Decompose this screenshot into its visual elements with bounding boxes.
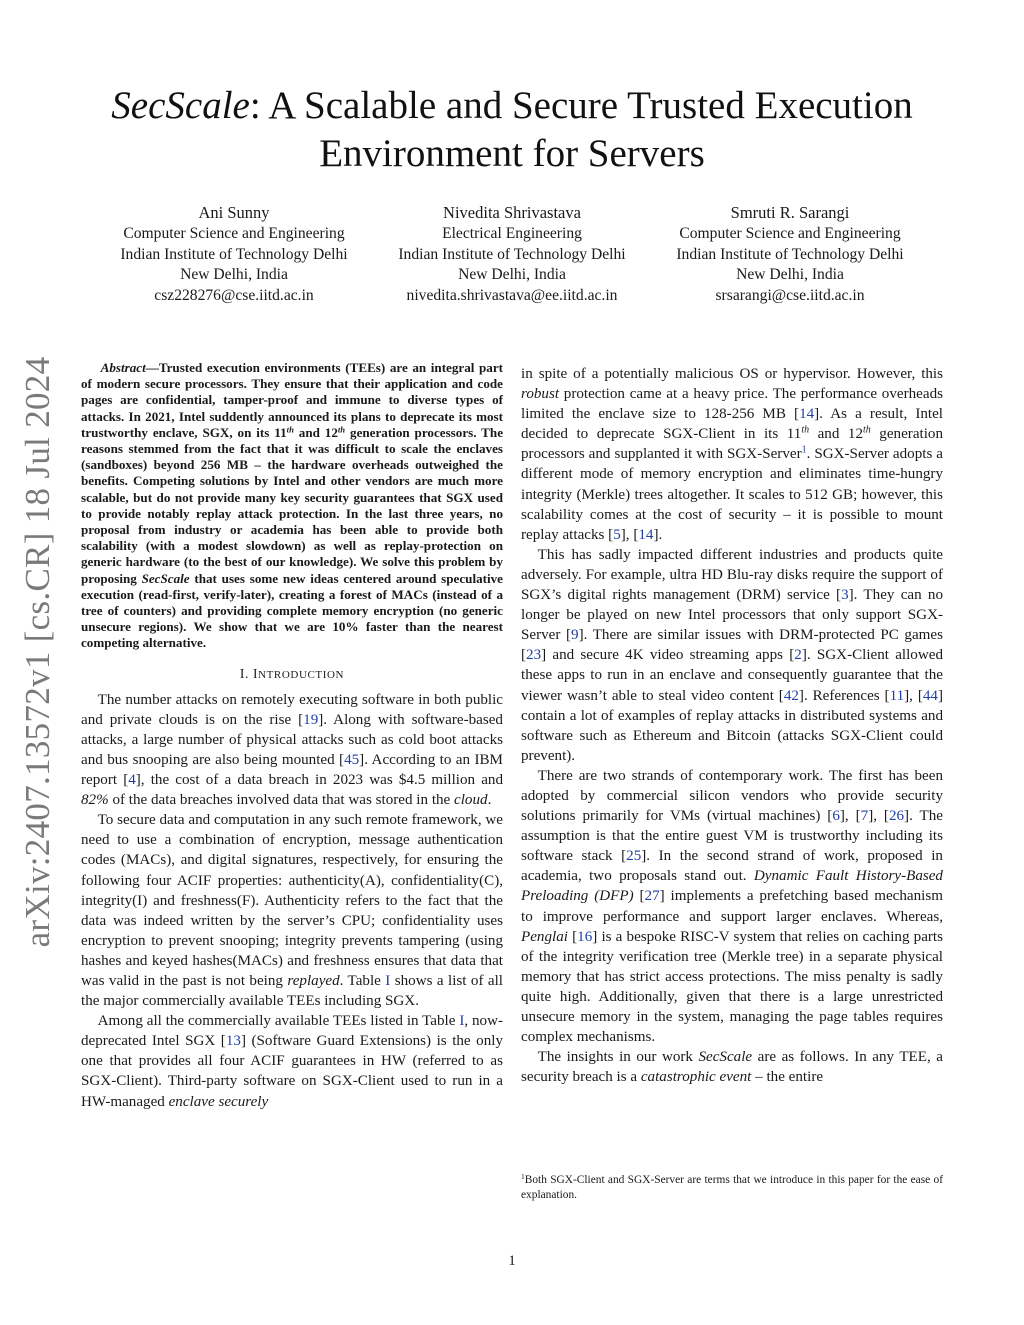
citation-link[interactable]: 7: [860, 808, 869, 825]
right-column: [521, 364, 943, 1087]
author-email: csz228276@cse.iitd.ac.in: [154, 286, 314, 304]
citation-link[interactable]: 11: [889, 687, 905, 704]
abstract: Abstract—Trusted execution environments (TEEs) are an integral part of modern secure processors. They ensure that their application and code pages are confidential, tamper-proof and immune to diverse types of attacks. In 2021, Intel suddently announced its plans to deprecate its most trustworthy enclave, SGX, on its 11th and 12th generation processors. The reasons stemmed from the fact that it was difficult to scale the enclaves (sandboxes) beyond 256 MB – the hardware overheads outweighed the benefits. Competing solutions by Intel and other vendors are much more scalable, but do not provide many key security guarantees that SGX used to provide notably replay attack protection. In the last three years, no proposal from industry or academia has been able to provide both scalability (with a modest slowdown) as well as replay-protection on generic hardware (to the best of our knowledge). We solve this problem by proposing SecScale that uses some new ideas centered around speculative execution (read-first, verify-later), creating a forest of MACs (instead of a tree of counters) and providing complete memory encryption (no generic unsecure regions). We show that we are 10% faster than the nearest competing alternative.: [81, 360, 504, 651]
author-city: New Delhi, India: [458, 266, 566, 284]
author-email: nivedita.shrivastava@ee.iitd.ac.in: [406, 286, 618, 304]
abstract-label: Abstract: [100, 360, 146, 375]
paragraph: The insights in our work SecScale are as follows. In any TEE, a security breach is a catastrophic event – the entire: [521, 1049, 943, 1086]
author-name: Nivedita Shrivastava: [443, 203, 581, 222]
author-city: New Delhi, India: [180, 266, 288, 284]
citation-link[interactable]: 44: [922, 687, 938, 704]
author-block: [650, 202, 930, 306]
author-department: Electrical Engineering: [442, 225, 582, 242]
citation-link[interactable]: 25: [626, 848, 642, 865]
citation-link[interactable]: 9: [571, 627, 579, 644]
paragraph: To secure data and computation in any such remote framework, we need to use a combination of encryption, message authentication codes (MACs), and digital signatures, respectively, for ensuring the following four ACIF properties: authenticity(A), confidentiality(C), integrity(I) and freshness(F). Authenticity refers to the fact that the data was indeed written by the server’s CPU; confidentiality uses encryption to prevent snooping; integrity prevents tampering (using hashes and keyed hashes(MACs) and freshness ensures that data that was valid in the past is not being replayed. Table I shows a list of all the major commercially available TEEs including SGX.: [81, 812, 503, 1010]
footnote: [521, 1173, 943, 1204]
citation-link[interactable]: 5: [613, 526, 621, 543]
citation-link[interactable]: 2: [794, 647, 802, 664]
author-block: [94, 202, 374, 306]
citation-link[interactable]: 42: [783, 687, 799, 704]
paragraph: This has sadly impacted different industries and products quite adversely. For example, ultra HD Blu-ray disks require the support of SGX’s digital rights management (DRM) service [3]. They can no longer be played on new Intel processors that only support SGX-Server [9]. There are similar issues with DRM-protected PC games [23] and secure 4K video streaming apps [2]. SGX-Client allowed these apps to run in an enclave and consequently guarantee that the viewer wasn’t able to steal video content [42]. References [11], [44] contain a lot of examples of replay attacks in distributed systems and software such as Ethereum and Bitcoin (attacks SGX-Client could prevent).: [521, 546, 943, 764]
citation-link[interactable]: 23: [526, 647, 542, 664]
arxiv-identifier: arXiv:2407.13572v1 [cs.CR] 18 Jul 2024: [18, 356, 57, 948]
author-institute: Indian Institute of Technology Delhi: [398, 245, 626, 263]
title-rest: : A Scalable and Secure Trusted Execution Environment for Servers: [249, 84, 913, 175]
citation-link[interactable]: 6: [832, 808, 840, 825]
paragraph: Among all the commercially available TEEs listed in Table I, now-deprecated Intel SGX [13] (Software Guard Extensions) is the only one that provides all four ACIF guarantees in HW (referred to as SGX-Client). Third-party software on SGX-Client used to run in a HW-managed enclave securely: [81, 1013, 503, 1110]
paragraph: The number attacks on remotely executing software in both public and private clouds is on the rise [19]. Along with software-based attacks, a large number of physical attacks such as cold boot attacks and bus snooping are also being mounted [45]. According to an IBM report [4], the cost of a data breach in 2023 was $4.5 million and 82% of the data breaches involved data that was stored in the cloud.: [81, 691, 503, 809]
paragraph: There are two strands of contemporary work. The first has been adopted by commercial silicon vendors who provide security solutions primarily for VMs (virtual machines) [6], [7], [26]. The assumption is that the entire guest VM is trustworthy including its software stack [25]. In the second strand of work, proposed in academia, two proposals stand out. Dynamic Fault History-Based Preloading (DFP) [27] implements a prefetching based mechanism to improve performance and support larger enclaves. Whereas, Penglai [16] is a bespoke RISC-V system that relies on caching parts of the integrity verification tree (Merkle tree) in a separate physical memory that has strict access protections. The miss penalty is sadly quite high. Additionally, given that there is a large unrestricted unsecure memory in the system, managing the page tables requires complex mechanisms.: [521, 767, 943, 1046]
footnote-text: Both SGX-Client and SGX-Server are terms that we introduce in this paper for the ease of explanation.: [521, 1174, 943, 1202]
footnote-link[interactable]: 1: [801, 444, 807, 456]
author-department: Computer Science and Engineering: [123, 225, 345, 242]
page-number: 1: [508, 1253, 516, 1269]
author-block: [372, 202, 652, 306]
table-reference-link[interactable]: I: [459, 1013, 465, 1030]
title-system-name: SecScale: [111, 84, 250, 127]
paper-title: [60, 82, 964, 178]
author-name: Smruti R. Sarangi: [730, 203, 850, 222]
citation-link[interactable]: 45: [344, 751, 360, 768]
citation-link[interactable]: 3: [841, 587, 849, 604]
left-column: [81, 360, 503, 1112]
citation-link[interactable]: 19: [303, 711, 319, 728]
paragraph: in spite of a potentially malicious OS or hypervisor. However, this robust protection came at a heavy price. The performance overheads limited the enclave size to 128-256 MB [14]. As a result, Intel decided to deprecate SGX-Client in its 11th and 12th generation processors and supplanted it with SGX-Server$^1$. SGX-Server adopts a different mode of memory encryption and eliminates time-hungry integrity (Merkle) trees altogether. It scales to 512 GB; however, this scalability comes at the cost of security – it is possible to mount replay attacks [5], [14].: [521, 366, 943, 543]
author-institute: Indian Institute of Technology Delhi: [676, 245, 904, 263]
table-reference-link[interactable]: I: [385, 972, 391, 989]
author-name: Ani Sunny: [198, 203, 270, 222]
citation-link[interactable]: 13: [225, 1033, 241, 1050]
citation-link[interactable]: 4: [128, 772, 136, 789]
author-institute: Indian Institute of Technology Delhi: [120, 245, 348, 263]
citation-link[interactable]: 26: [888, 808, 905, 825]
citation-link[interactable]: 14: [638, 526, 654, 543]
author-city: New Delhi, India: [736, 266, 844, 284]
author-email: srsarangi@cse.iitd.ac.in: [715, 286, 865, 304]
footnote-mark: 1: [521, 1171, 525, 1181]
citation-link[interactable]: 27: [644, 888, 660, 905]
citation-link[interactable]: 14: [799, 406, 815, 423]
section-heading-introduction: I. INTRODUCTION: [239, 665, 345, 681]
author-department: Computer Science and Engineering: [679, 225, 901, 242]
citation-link[interactable]: 16: [577, 928, 593, 945]
